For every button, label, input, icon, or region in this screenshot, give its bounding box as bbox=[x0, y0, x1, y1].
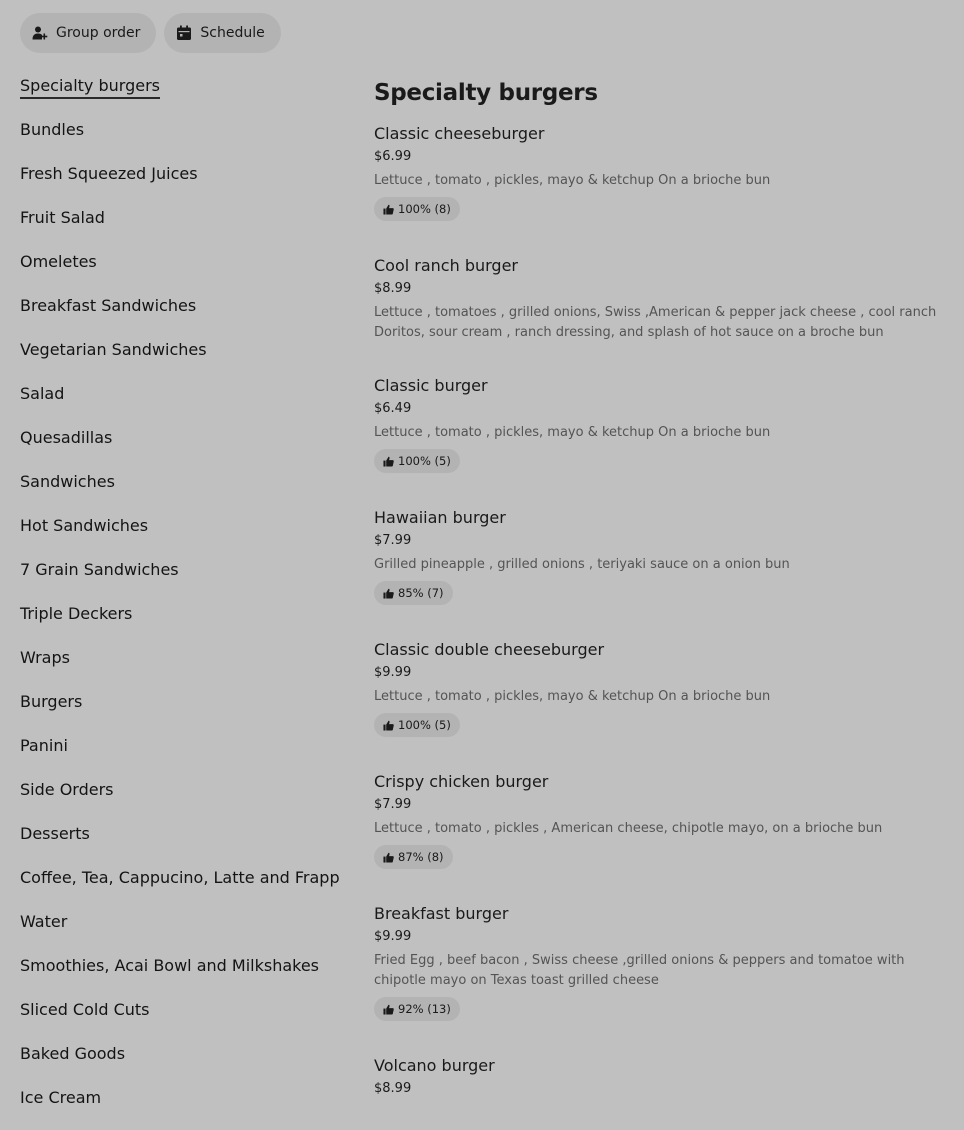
menu-item-cool-ranch-burger[interactable] bbox=[374, 254, 946, 374]
item-description: Lettuce , tomato , pickles, mayo & ketchup On a brioche bun bbox=[374, 173, 771, 188]
sidebar-item-omeletes[interactable]: Omeletes bbox=[20, 252, 97, 271]
sidebar-item-desserts[interactable]: Desserts bbox=[20, 824, 90, 843]
sidebar-item-quesadillas[interactable]: Quesadillas bbox=[20, 428, 113, 447]
rating-text: 85% (7) bbox=[398, 586, 444, 600]
sidebar-item-specialty-burgers[interactable]: Specialty burgers bbox=[20, 74, 350, 118]
calendar-icon bbox=[176, 25, 192, 41]
rating-text: 92% (13) bbox=[398, 1002, 451, 1016]
item-name: Cool ranch burger bbox=[374, 256, 518, 275]
menu-item-classic-burger[interactable] bbox=[374, 374, 946, 506]
sidebar-item-wraps[interactable]: Wraps bbox=[20, 648, 70, 667]
menu-item-crispy-chicken-burger[interactable] bbox=[374, 770, 946, 902]
item-description: Lettuce , tomato , pickles, mayo & ketchup On a brioche bun bbox=[374, 689, 771, 704]
menu-item-breakfast-burger[interactable] bbox=[374, 902, 946, 1054]
rating-badge bbox=[374, 713, 460, 737]
item-description: Grilled pineapple , grilled onions , teriyaki sauce on a onion bun bbox=[374, 557, 790, 572]
sidebar-item-bundles[interactable]: Bundles bbox=[20, 120, 85, 139]
thumbs-up-icon bbox=[383, 456, 394, 467]
sidebar-item-ice-cream[interactable]: Ice Cream bbox=[20, 1088, 102, 1107]
schedule-label: Schedule bbox=[200, 25, 265, 41]
item-price: $9.99 bbox=[374, 929, 412, 944]
item-price: $6.99 bbox=[374, 149, 412, 164]
sidebar-item-breakfast-sandwiches[interactable]: Breakfast Sandwiches bbox=[20, 296, 197, 315]
rating-text: 100% (8) bbox=[398, 202, 451, 216]
sidebar-item-panini[interactable]: Panini bbox=[20, 736, 68, 755]
sidebar-item-fruit-salad[interactable]: Fruit Salad bbox=[20, 208, 105, 227]
rating-text: 100% (5) bbox=[398, 454, 451, 468]
sidebar-item-salad[interactable]: Salad bbox=[20, 384, 65, 403]
sidebar-item-sliced-cold-cuts[interactable]: Sliced Cold Cuts bbox=[20, 1000, 150, 1019]
rating-text: 100% (5) bbox=[398, 718, 451, 732]
item-name: Classic cheeseburger bbox=[374, 124, 545, 143]
thumbs-up-icon bbox=[383, 588, 394, 599]
thumbs-up-icon bbox=[383, 1004, 394, 1015]
rating-badge bbox=[374, 449, 460, 473]
rating-badge bbox=[374, 581, 453, 605]
group-order-label: Group order bbox=[56, 25, 141, 41]
sidebar-item-fresh-squeezed-juices[interactable]: Fresh Squeezed Juices bbox=[20, 164, 198, 183]
menu-section bbox=[374, 76, 946, 1114]
sidebar-item-coffee-tea[interactable]: Coffee, Tea, Cappucino, Latte and Frapp bbox=[20, 868, 340, 887]
item-name: Classic double cheeseburger bbox=[374, 640, 605, 659]
sidebar-item-7-grain-sandwiches[interactable]: 7 Grain Sandwiches bbox=[20, 560, 179, 579]
item-description: Lettuce , tomato , pickles , American cheese, chipotle mayo, on a brioche bun bbox=[374, 821, 883, 836]
section-title: Specialty burgers bbox=[374, 80, 598, 106]
item-price: $7.99 bbox=[374, 797, 412, 812]
item-description: Lettuce , tomato , pickles, mayo & ketchup On a brioche bun bbox=[374, 425, 771, 440]
item-name: Hawaiian burger bbox=[374, 508, 506, 527]
rating-badge bbox=[374, 197, 460, 221]
sidebar-item-sandwiches[interactable]: Sandwiches bbox=[20, 472, 115, 491]
thumbs-up-icon bbox=[383, 204, 394, 215]
item-name: Breakfast burger bbox=[374, 904, 509, 923]
item-price: $6.49 bbox=[374, 401, 412, 416]
rating-text: 87% (8) bbox=[398, 850, 444, 864]
sidebar-item-triple-deckers[interactable]: Triple Deckers bbox=[20, 604, 133, 623]
schedule-button[interactable] bbox=[164, 13, 280, 53]
sidebar-item-baked-goods[interactable]: Baked Goods bbox=[20, 1044, 126, 1063]
sidebar-item-hot-sandwiches[interactable]: Hot Sandwiches bbox=[20, 516, 149, 535]
item-name: Volcano burger bbox=[374, 1056, 495, 1075]
menu-item-classic-double-cheeseburger[interactable] bbox=[374, 638, 946, 770]
item-price: $9.99 bbox=[374, 665, 412, 680]
menu-item-hawaiian-burger[interactable] bbox=[374, 506, 946, 638]
item-price: $8.99 bbox=[374, 281, 412, 296]
sidebar-item-side-orders[interactable]: Side Orders bbox=[20, 780, 114, 799]
item-description: Fried Egg , beef bacon , Swiss cheese ,grilled onions & peppers and tomatoe with chipotle mayo on Texas toast grilled cheese bbox=[374, 953, 905, 988]
menu-item-classic-cheeseburger[interactable] bbox=[374, 122, 946, 254]
top-actions bbox=[20, 13, 281, 53]
add-person-icon bbox=[32, 25, 48, 41]
item-price: $8.99 bbox=[374, 1081, 412, 1096]
thumbs-up-icon bbox=[383, 852, 394, 863]
sidebar-item-water[interactable]: Water bbox=[20, 912, 68, 931]
group-order-button[interactable] bbox=[20, 13, 156, 53]
thumbs-up-icon bbox=[383, 720, 394, 731]
sidebar-item-vegetarian-sandwiches[interactable]: Vegetarian Sandwiches bbox=[20, 340, 207, 359]
item-name: Classic burger bbox=[374, 376, 488, 395]
sidebar-item-burgers[interactable]: Burgers bbox=[20, 692, 83, 711]
item-name: Crispy chicken burger bbox=[374, 772, 549, 791]
item-description: Lettuce , tomatoes , grilled onions, Swiss ,American & pepper jack cheese , cool ranch Doritos, sour cream , ranch dressing, and splash of hot sauce on a broche bun bbox=[374, 305, 937, 340]
rating-badge bbox=[374, 997, 460, 1021]
category-sidebar bbox=[20, 74, 350, 1130]
rating-badge bbox=[374, 845, 453, 869]
sidebar-item-smoothies[interactable]: Smoothies, Acai Bowl and Milkshakes bbox=[20, 956, 320, 975]
item-price: $7.99 bbox=[374, 533, 412, 548]
menu-item-volcano-burger[interactable] bbox=[374, 1054, 946, 1114]
